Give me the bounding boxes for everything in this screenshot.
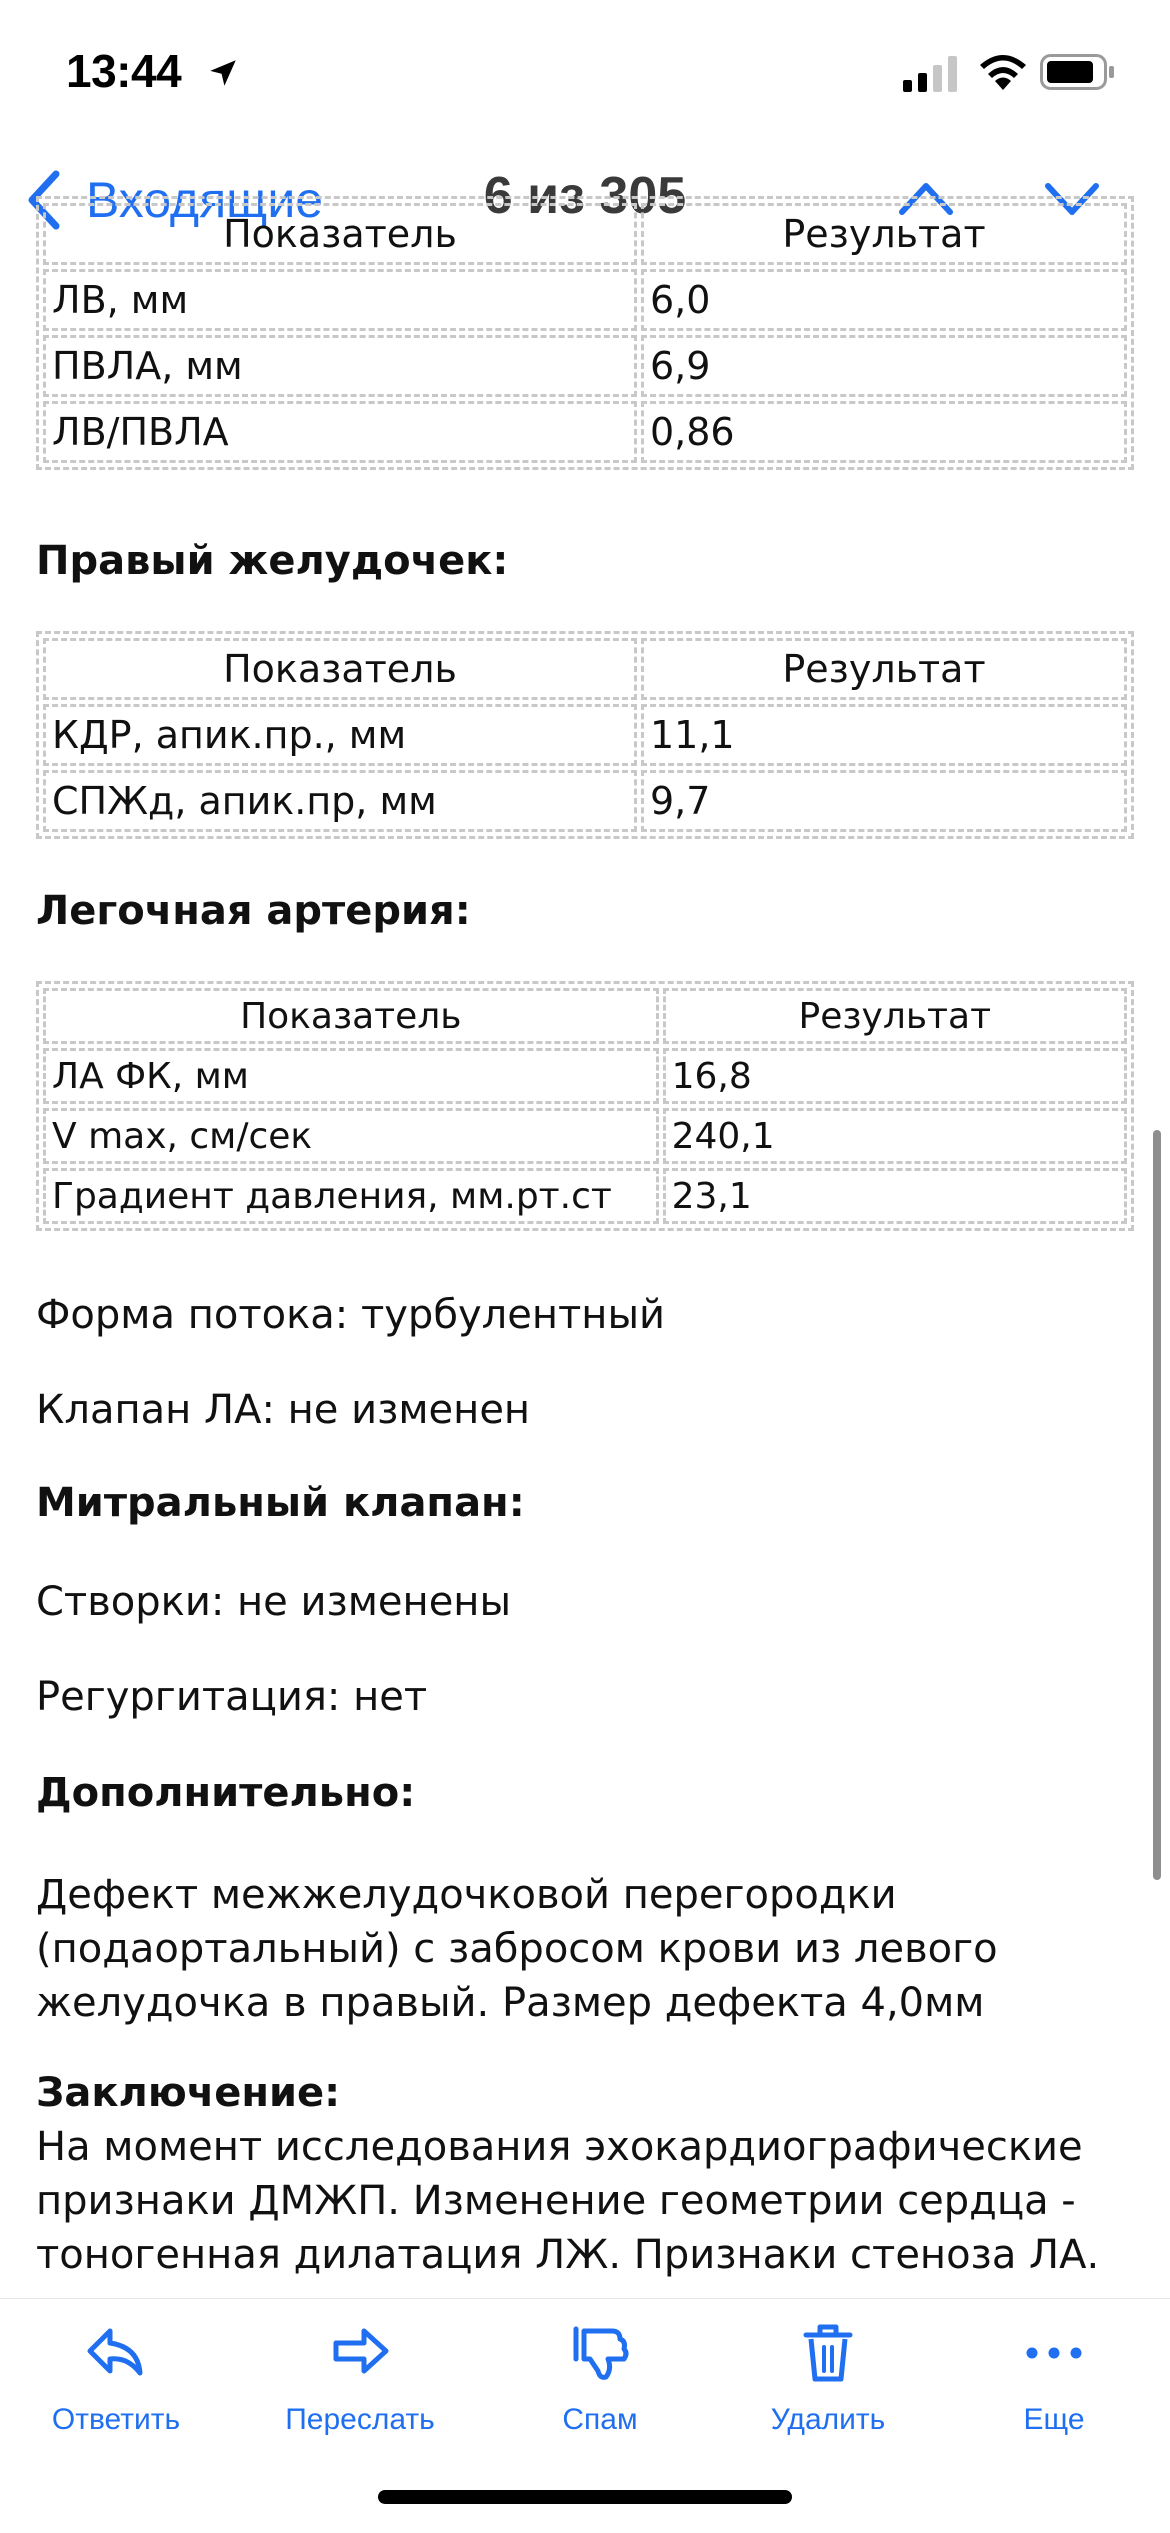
- section-heading: Дополнительно:: [36, 1770, 416, 1816]
- delete-button[interactable]: [718, 2321, 938, 2437]
- forward-label: Переслать: [285, 2403, 435, 2436]
- message-body[interactable]: [0, 212, 1170, 2298]
- table-row: [43, 1048, 1127, 1104]
- table-header: Результат: [663, 988, 1127, 1044]
- delete-label: Удалить: [770, 2403, 886, 2436]
- text-line: (подаортальный) с забросом крови из левого: [36, 1926, 998, 1972]
- table-cell: 6,9: [641, 335, 1127, 397]
- table-header: Показатель: [43, 203, 637, 265]
- table-cell: 11,1: [641, 704, 1127, 766]
- more-dots-icon: [1022, 2321, 1086, 2385]
- text-line: признаки ДМЖП. Изменение геометрии сердца -: [36, 2178, 1076, 2224]
- table-row: [43, 704, 1127, 766]
- trash-icon: [796, 2321, 860, 2385]
- table-left-atrium: [36, 196, 1134, 470]
- paragraph-pa-valve: Клапан ЛА: не изменен: [36, 1387, 531, 1433]
- scrollbar[interactable]: [1153, 1130, 1161, 1880]
- table-cell: 23,1: [663, 1168, 1127, 1224]
- table-cell: 0,86: [641, 401, 1127, 463]
- table-cell: 240,1: [663, 1108, 1127, 1164]
- more-button[interactable]: [944, 2321, 1164, 2437]
- table-header: Показатель: [43, 638, 637, 700]
- table-header: Результат: [641, 203, 1127, 265]
- table-pulmonary-artery: [36, 981, 1134, 1231]
- status-time: 13:44: [66, 45, 182, 97]
- reply-icon: [84, 2321, 148, 2385]
- text-line: желудочка в правый. Размер дефекта 4,0мм: [36, 1980, 985, 2026]
- table-row: [43, 335, 1127, 397]
- status-bar: [0, 0, 1170, 150]
- table-row: [43, 269, 1127, 331]
- spam-label: Спам: [562, 2403, 638, 2436]
- table-right-ventricle: [36, 631, 1134, 839]
- section-heading: Заключение:: [36, 2070, 341, 2116]
- text-line: На момент исследования эхокардиографические: [36, 2124, 1083, 2170]
- table-row: [43, 1108, 1127, 1164]
- table-cell: Градиент давления, мм.рт.ст: [43, 1168, 659, 1224]
- paragraph-additional: [36, 1868, 1134, 2030]
- table-header: Показатель: [43, 988, 659, 1044]
- more-label: Еще: [1023, 2403, 1085, 2436]
- table-cell: ЛА ФК, мм: [43, 1048, 659, 1104]
- table-cell: КДР, апик.пр., мм: [43, 704, 637, 766]
- paragraph-leaflets: Створки: не изменены: [36, 1579, 512, 1625]
- table-cell: ЛВ/ПВЛА: [43, 401, 637, 463]
- thumbs-down-icon: [568, 2321, 632, 2385]
- back-label: Входящие: [86, 172, 324, 228]
- table-cell: СПЖд, апик.пр, мм: [43, 770, 637, 832]
- table-header-row: [43, 203, 1127, 265]
- reply-label: Ответить: [51, 2403, 181, 2436]
- reply-button[interactable]: [6, 2321, 226, 2437]
- section-heading: Митральный клапан:: [36, 1480, 525, 1526]
- paragraph-flow-form: Форма потока: турбулентный: [36, 1292, 666, 1338]
- section-heading: Легочная артерия:: [36, 888, 471, 934]
- table-header-row: [43, 638, 1127, 700]
- table-row: [43, 770, 1127, 832]
- text-line: Дефект межжелудочковой перегородки: [36, 1872, 897, 1918]
- paragraph-regurgitation: Регургитация: нет: [36, 1674, 428, 1720]
- section-heading: Правый желудочек:: [36, 538, 509, 584]
- table-header: Результат: [641, 638, 1127, 700]
- table-cell: ПВЛА, мм: [43, 335, 637, 397]
- forward-button[interactable]: [250, 2321, 470, 2437]
- home-indicator[interactable]: [378, 2490, 792, 2504]
- cellular-signal-icon: [903, 56, 959, 92]
- table-row: [43, 401, 1127, 463]
- table-cell: 16,8: [663, 1048, 1127, 1104]
- table-cell: V max, см/сек: [43, 1108, 659, 1164]
- spam-button[interactable]: [490, 2321, 710, 2437]
- table-header-row: [43, 988, 1127, 1044]
- table-row: [43, 1168, 1127, 1224]
- table-cell: ЛВ, мм: [43, 269, 637, 331]
- paragraph-conclusion: [36, 2120, 1134, 2282]
- location-arrow-icon: [206, 56, 240, 90]
- message-counter: 6 из 305: [483, 167, 687, 225]
- wifi-icon: [978, 52, 1028, 92]
- table-cell: 6,0: [641, 269, 1127, 331]
- text-line: тоногенная дилатация ЛЖ. Признаки стеноза ЛА.: [36, 2232, 1100, 2278]
- forward-icon: [328, 2321, 392, 2385]
- battery-icon: [1040, 52, 1116, 92]
- table-cell: 9,7: [641, 770, 1127, 832]
